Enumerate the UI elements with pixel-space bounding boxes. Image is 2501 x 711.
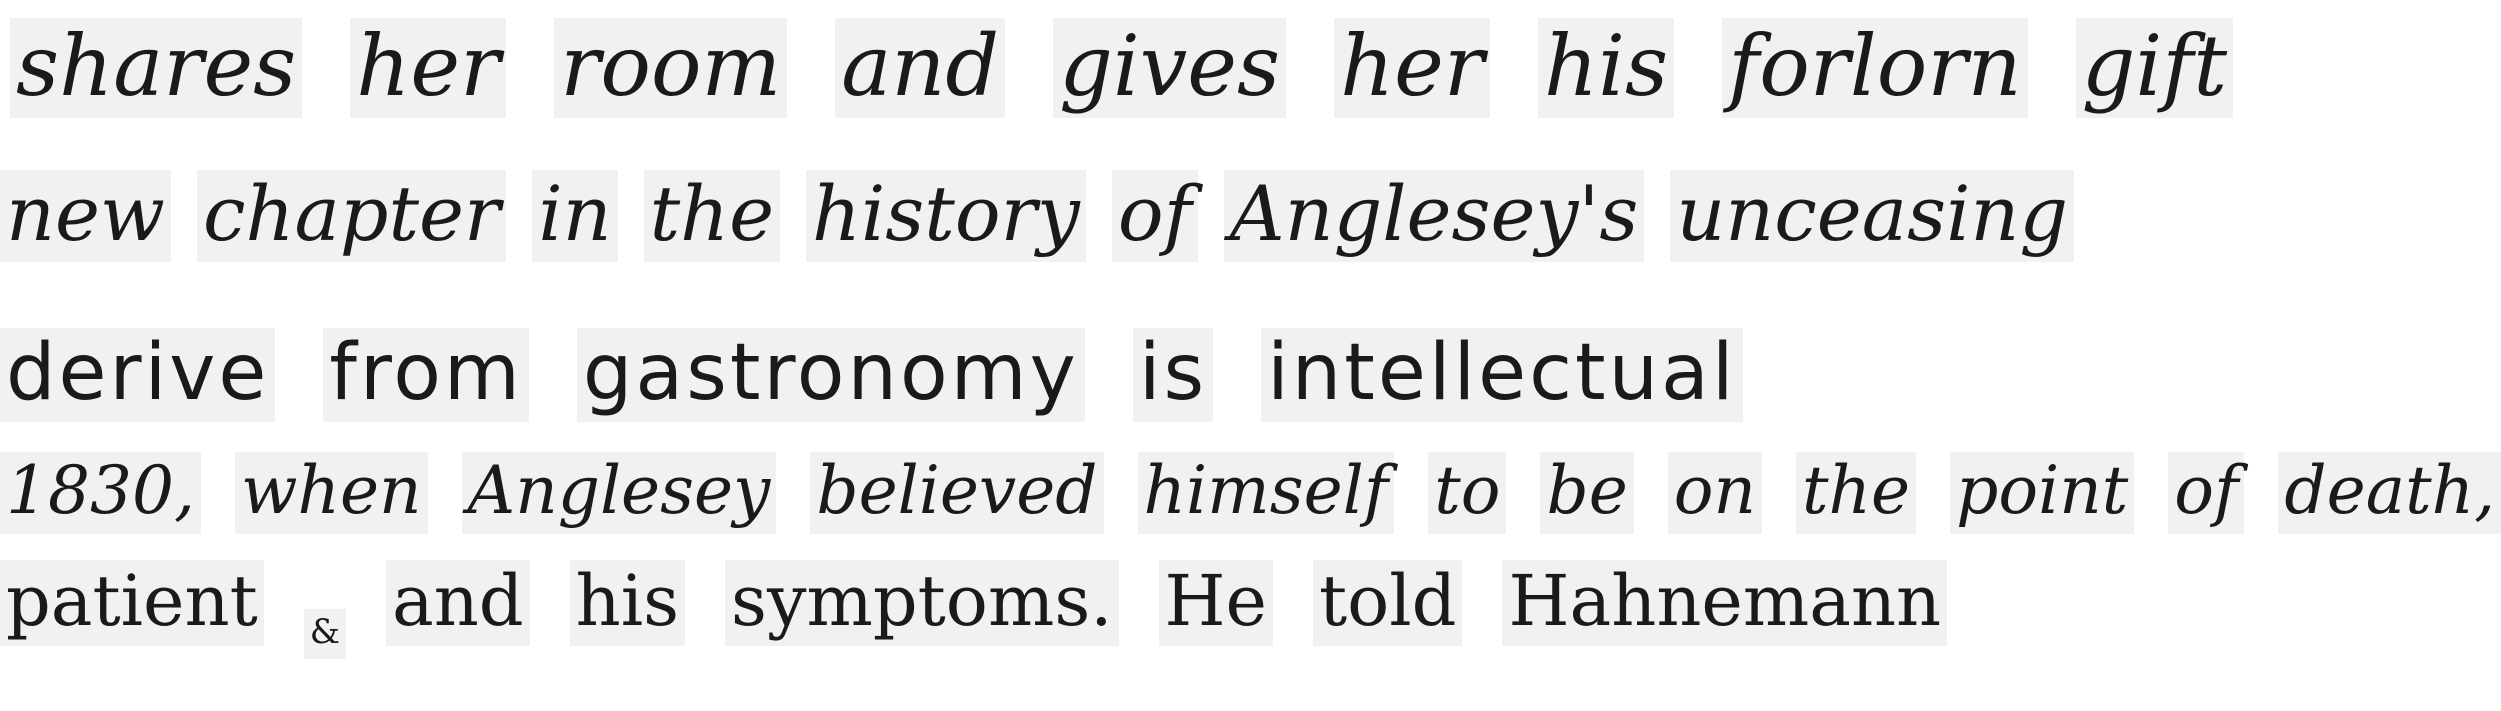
word: and xyxy=(835,18,1005,118)
word: 1830, xyxy=(0,452,201,534)
word: unceasing xyxy=(1670,170,2074,262)
word: patient xyxy=(0,560,264,646)
word: gastronomy xyxy=(577,328,1085,422)
word: from xyxy=(323,328,529,422)
word: when xyxy=(235,452,428,534)
word: forlorn xyxy=(1722,18,2028,118)
word: chapter xyxy=(197,170,506,262)
word: her xyxy=(1334,18,1490,118)
handwriting-line-4 xyxy=(0,452,2501,534)
word: the xyxy=(1796,452,1916,534)
word: Hahnemann xyxy=(1502,560,1947,646)
word: new xyxy=(0,170,171,262)
word: He xyxy=(1159,560,1273,646)
word: believed xyxy=(810,452,1103,534)
handwriting-line-5 xyxy=(0,560,1947,659)
word: gift xyxy=(2076,18,2233,118)
word: to xyxy=(1428,452,1506,534)
word: is xyxy=(1133,328,1213,422)
word: of xyxy=(1112,170,1198,262)
word: intellectual xyxy=(1261,328,1742,422)
word: derive xyxy=(0,328,275,422)
handwriting-line-1 xyxy=(0,18,2233,118)
word: history xyxy=(806,170,1086,262)
word: in xyxy=(532,170,617,262)
word: the xyxy=(644,170,780,262)
word: Anglesey's xyxy=(1224,170,1645,262)
word: gives xyxy=(1053,18,1286,118)
word: her xyxy=(350,18,506,118)
word: his xyxy=(570,560,685,646)
word: Anglesey xyxy=(462,452,777,534)
word: point xyxy=(1950,452,2134,534)
word: himself xyxy=(1138,452,1395,534)
word: death, xyxy=(2278,452,2501,534)
word: told xyxy=(1313,560,1462,646)
word: symptoms. xyxy=(725,560,1118,646)
word: and xyxy=(386,560,530,646)
word: of xyxy=(2168,452,2244,534)
word: his xyxy=(1538,18,1674,118)
word: room xyxy=(554,18,787,118)
word: be xyxy=(1540,452,1633,534)
word-ampersand-mark: & xyxy=(304,609,346,659)
handwriting-line-2 xyxy=(0,170,2074,262)
handwriting-line-3 xyxy=(0,328,1743,422)
word: on xyxy=(1668,452,1762,534)
word: shares xyxy=(10,18,302,118)
